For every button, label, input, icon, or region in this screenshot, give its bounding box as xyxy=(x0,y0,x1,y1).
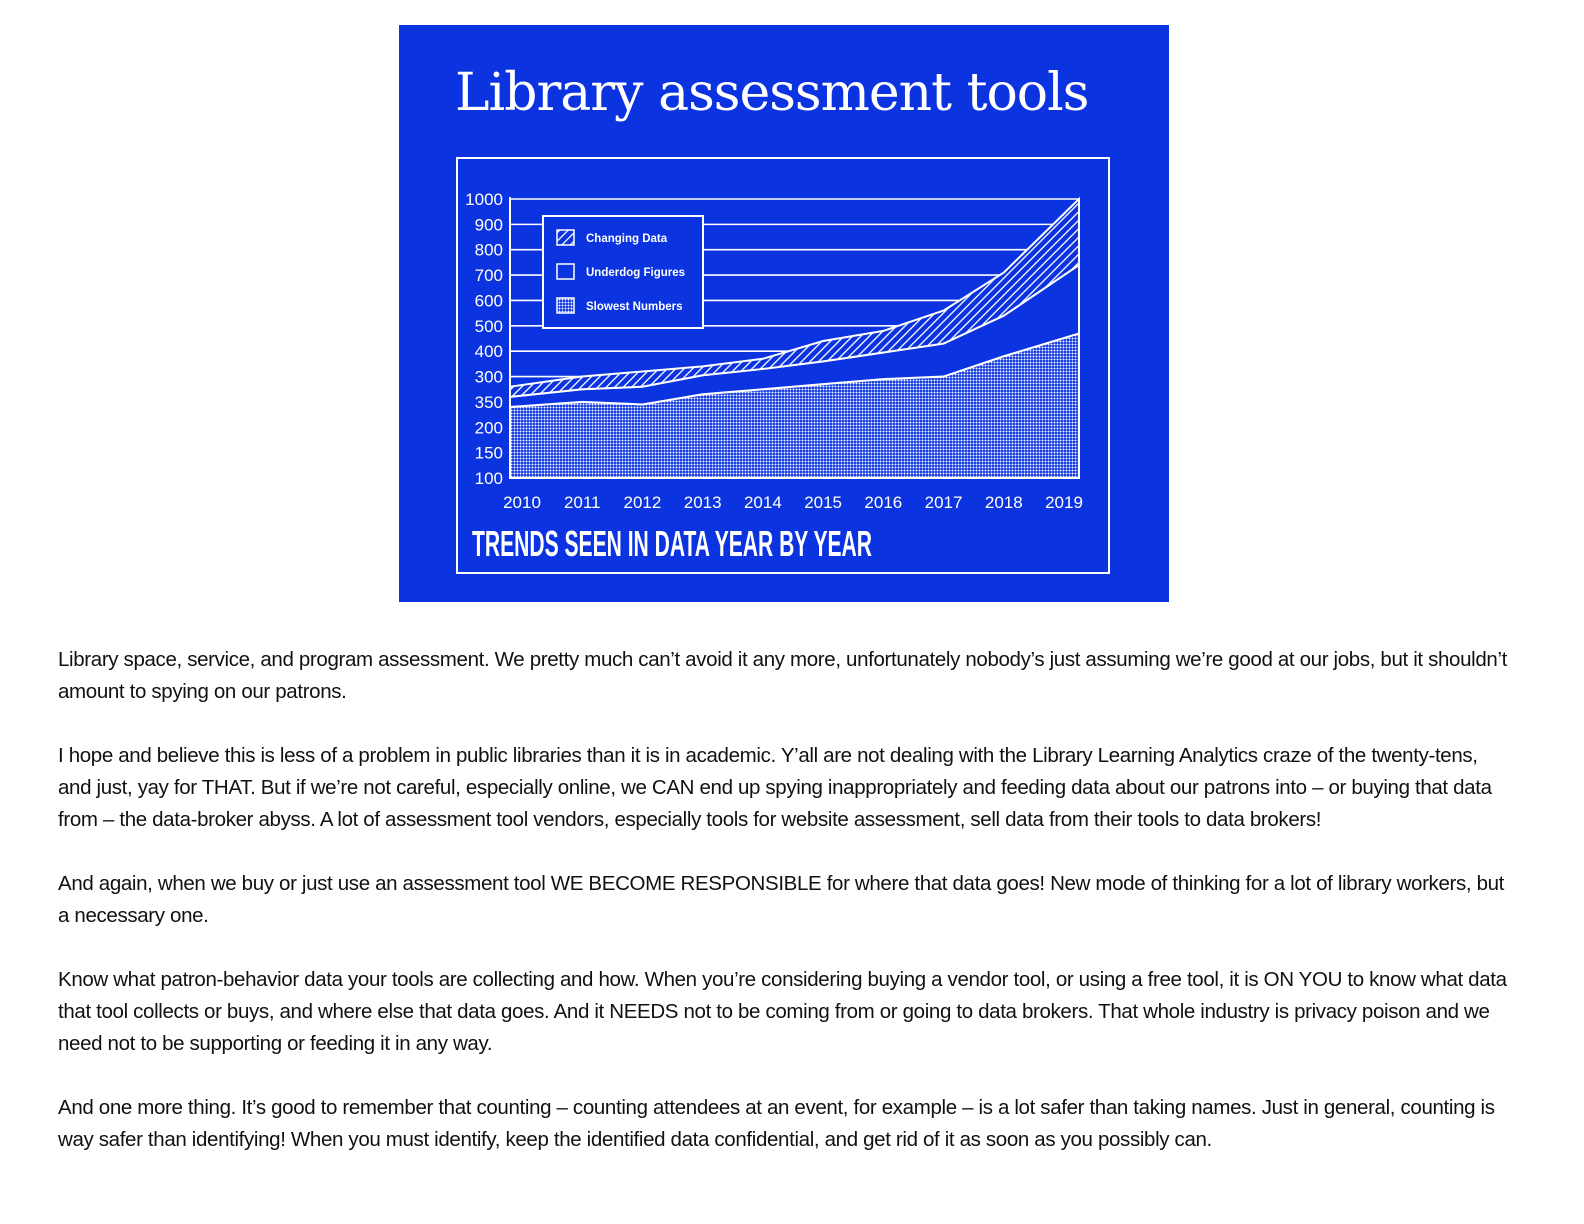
x-tick-label: 2015 xyxy=(804,493,843,512)
y-tick-label: 1000 xyxy=(465,190,503,209)
y-tick-label: 300 xyxy=(474,367,503,387)
y-tick-label: 900 xyxy=(474,215,503,235)
y-tick-label: 600 xyxy=(474,291,503,311)
legend-label: Underdog Figures xyxy=(586,267,686,279)
notes-paragraph: And one more thing. It’s good to remember that counting – counting attendees at an event, for example – is a lot safer than taking names. Just in general, counting is way safer than identifying! When you must identify, keep the identified data confidential, and get rid of it as soon as you possibly can. xyxy=(58,1096,1495,1151)
notes-paragraph: Library space, service, and program assessment. We pretty much can’t avoid it any more, unfortunately nobody’s just assuming we’re good at our jobs, but it shouldn’t amount to spying on our patrons. xyxy=(58,648,1508,703)
y-tick-label: 700 xyxy=(474,266,503,286)
x-tick-label: 2017 xyxy=(924,493,963,512)
legend-swatch xyxy=(557,230,574,245)
x-tick-label: 2013 xyxy=(683,493,722,512)
legend-swatch xyxy=(557,298,574,313)
notes-paragraph: And again, when we buy or just use an assessment tool WE BECOME RESPONSIBLE for where that data goes! New mode of thinking for a lot of library workers, but a necessary one. xyxy=(58,872,1505,927)
x-tick-label: 2010 xyxy=(503,493,541,512)
x-tick-label: 2014 xyxy=(743,493,782,512)
slide-title: Library assessment tools xyxy=(455,63,1089,123)
notes-paragraph: Know what patron-behavior data your tools are collecting and how. When you’re considering buying a vendor tool, or using a free tool, it is ON YOU to know what data that tool collects or buys, and where else that data goes. And it NEEDS not to be coming from or going to data brokers. That whole industry is privacy poison and we need not to be supporting or feeding it in any way. xyxy=(58,968,1507,1055)
legend-swatch xyxy=(557,264,574,279)
y-tick-label: 800 xyxy=(474,240,503,260)
x-tick-label: 2018 xyxy=(984,493,1023,512)
legend-label: Changing Data xyxy=(586,233,668,245)
x-tick-label: 2011 xyxy=(563,493,601,512)
x-tick-label: 2019 xyxy=(1045,493,1083,512)
y-tick-label: 400 xyxy=(474,342,503,362)
x-tick-label: 2012 xyxy=(623,493,662,512)
speaker-notes xyxy=(58,644,1508,1188)
y-tick-label: 350 xyxy=(474,392,503,412)
y-tick-label: 500 xyxy=(474,316,503,336)
area-chart xyxy=(399,25,1169,602)
y-tick-label: 100 xyxy=(474,469,503,488)
y-tick-label: 150 xyxy=(474,443,503,463)
slide-image xyxy=(399,25,1169,602)
y-tick-label: 200 xyxy=(474,418,503,438)
notes-paragraph: I hope and believe this is less of a problem in public libraries than it is in academic. Y’all are not dealing with the Library Learning Analytics craze of the twenty-tens, and just, yay for THAT. But if we’re not careful, especially online, we CAN end up spying inappropriately and feeding data about our patrons into – or buying that data from – the data-broker abyss. A lot of assessment tool vendors, especially tools for website assessment, sell data from their tools to data brokers! xyxy=(58,744,1492,831)
chart-title: TRENDS SEEN IN DATA YEAR BY YEAR xyxy=(472,523,872,564)
x-tick-label: 2016 xyxy=(864,493,903,512)
legend-label: Slowest Numbers xyxy=(586,301,683,313)
